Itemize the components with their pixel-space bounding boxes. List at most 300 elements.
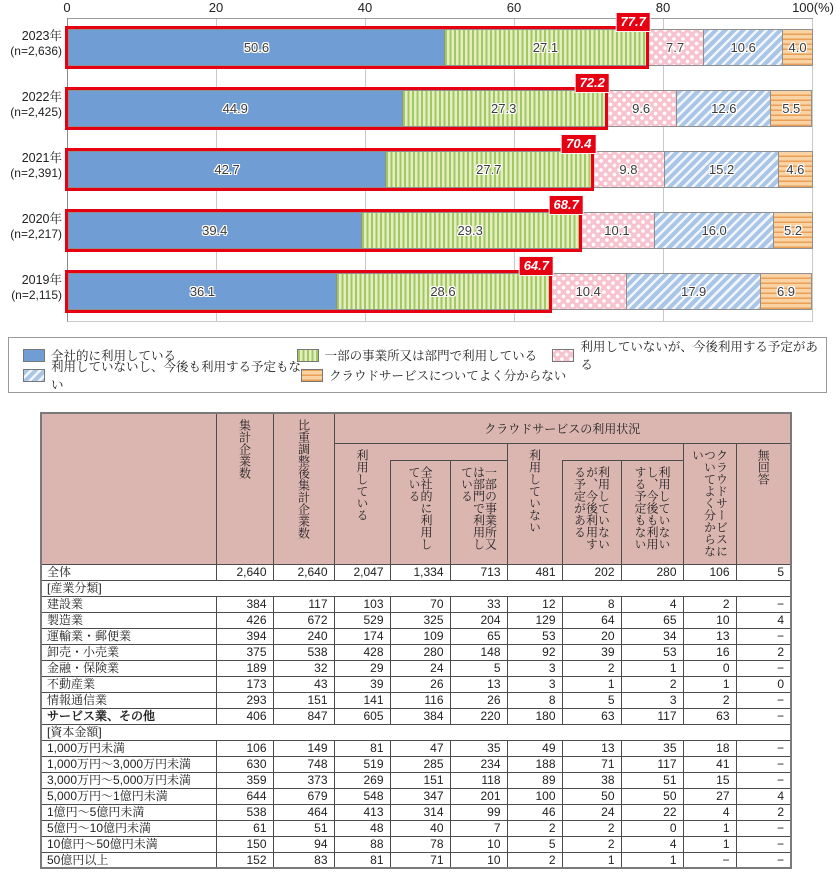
cell-value: 63 <box>562 708 621 724</box>
table-row <box>41 836 791 852</box>
cell-value: 189 <box>216 660 273 676</box>
cell-value: 117 <box>273 596 334 612</box>
cell-value: 65 <box>621 612 683 628</box>
cell-value: 173 <box>216 676 273 692</box>
segment-value-label: 42.7 <box>214 162 240 177</box>
header-company-wide: 全社的に利用している <box>390 460 450 564</box>
segment-value-label: 9.8 <box>619 162 638 177</box>
table-row <box>41 804 791 820</box>
cell-value: 1 <box>621 852 683 868</box>
table-body <box>41 564 791 868</box>
cell-value: 188 <box>507 756 562 772</box>
bar-year-label: 2019年 <box>21 273 62 287</box>
cell-value: 26 <box>390 676 450 692</box>
row-label: 10億円〜50億円未満 <box>41 836 216 852</box>
cell-value: 12 <box>507 596 562 612</box>
cell-value: 1 <box>562 852 621 868</box>
row-label: 建設業 <box>41 596 216 612</box>
cell-value: 50 <box>621 788 683 804</box>
cell-value: 64 <box>562 612 621 628</box>
row-label: 不動産業 <box>41 676 216 692</box>
bar-segment-2 <box>362 212 580 249</box>
cell-value: 141 <box>334 692 390 708</box>
cell-value: 2 <box>507 820 562 836</box>
bar-category-label <box>0 29 62 58</box>
cell-value: 10 <box>450 852 507 868</box>
cell-value: − <box>683 852 736 868</box>
cell-value: 35 <box>621 740 683 756</box>
cell-value: − <box>736 708 791 724</box>
cell-value: 630 <box>216 756 273 772</box>
cell-value: 117 <box>621 756 683 772</box>
bar-segment-5 <box>779 151 813 188</box>
row-label: 3,000万円〜5,000万円未満 <box>41 772 216 788</box>
cell-value: 2 <box>562 660 621 676</box>
cell-value: 2,640 <box>273 564 334 580</box>
table-row <box>41 756 791 772</box>
cell-value: 384 <box>216 596 273 612</box>
cell-value: 269 <box>334 772 390 788</box>
cell-value: 22 <box>621 804 683 820</box>
segment-value-label: 29.3 <box>457 223 483 238</box>
cell-value: 8 <box>562 596 621 612</box>
cell-value: 174 <box>334 628 390 644</box>
segment-value-label: 4.6 <box>786 162 805 177</box>
cell-value: 88 <box>334 836 390 852</box>
cell-value: 5 <box>736 564 791 580</box>
cell-value: 201 <box>450 788 507 804</box>
cell-value: 428 <box>334 644 390 660</box>
cell-value: 53 <box>507 628 562 644</box>
cell-value: 280 <box>390 644 450 660</box>
legend-label: 利用していないし、今後も利用する予定もない <box>51 360 302 392</box>
row-label: 5,000万円〜1億円未満 <box>41 788 216 804</box>
segment-value-label: 28.6 <box>430 284 456 299</box>
cell-value: 1 <box>683 820 736 836</box>
cell-value: 4 <box>621 596 683 612</box>
cell-value: 99 <box>450 804 507 820</box>
cell-value: 4 <box>736 612 791 628</box>
bar-segment-2 <box>386 151 592 188</box>
stacked-bar-chart <box>0 0 836 322</box>
cell-value: 35 <box>450 740 507 756</box>
cell-value: 41 <box>683 756 736 772</box>
table-row <box>41 596 791 612</box>
row-label: 1,000万円〜3,000万円未満 <box>41 756 216 772</box>
cell-value: 548 <box>334 788 390 804</box>
using-total-badge: 68.7 <box>550 196 583 214</box>
using-total-badge: 64.7 <box>520 257 553 275</box>
cell-value: 39 <box>334 676 390 692</box>
cell-value: − <box>736 836 791 852</box>
bar-segment-4 <box>627 273 760 310</box>
legend-item <box>301 366 566 384</box>
cell-value: 644 <box>216 788 273 804</box>
cell-value: 394 <box>216 628 273 644</box>
cell-value: 81 <box>334 740 390 756</box>
cell-value: − <box>736 756 791 772</box>
cell-value: 1 <box>683 676 736 692</box>
cell-value: 94 <box>273 836 334 852</box>
section-label: [産業分類] <box>41 580 791 596</box>
bar-segment-5 <box>761 273 812 310</box>
cell-value: 89 <box>507 772 562 788</box>
cell-value: 148 <box>450 644 507 660</box>
table-row <box>41 660 791 676</box>
cell-value: 53 <box>621 644 683 660</box>
cell-value: 519 <box>334 756 390 772</box>
header-no-answer: 無回答 <box>736 443 791 564</box>
legend-swatch-blue-diagonal-icon <box>23 369 45 382</box>
cell-value: 605 <box>334 708 390 724</box>
bar-segment-4 <box>655 212 774 249</box>
row-label: 1億円〜5億円未満 <box>41 804 216 820</box>
cell-value: − <box>736 628 791 644</box>
cell-value: 29 <box>334 660 390 676</box>
segment-value-label: 9.6 <box>632 101 651 116</box>
cell-value: 713 <box>450 564 507 580</box>
cell-value: 5 <box>450 660 507 676</box>
segment-value-label: 27.1 <box>532 40 559 55</box>
bar-row <box>68 75 813 127</box>
cell-value: 373 <box>273 772 334 788</box>
bar-segment-3 <box>550 273 627 310</box>
bar-segment-1 <box>68 151 386 188</box>
bar-row <box>68 14 813 66</box>
cell-value: 10 <box>683 612 736 628</box>
legend-label: クラウドサービスについてよく分からない <box>329 369 567 383</box>
cell-value: − <box>736 740 791 756</box>
cell-value: 34 <box>621 628 683 644</box>
cell-value: 129 <box>507 612 562 628</box>
header-using-subgroup-gap <box>390 443 507 460</box>
cell-value: 15 <box>683 772 736 788</box>
cell-value: 2 <box>736 644 791 660</box>
cell-value: 4 <box>683 804 736 820</box>
cell-value: 106 <box>683 564 736 580</box>
legend-swatch-orange-stripes-icon <box>301 369 323 382</box>
cell-value: 103 <box>334 596 390 612</box>
header-no-plan-to-use: 利用していないし、今後も利用する予定もない <box>621 460 683 564</box>
cell-value: 538 <box>273 644 334 660</box>
cell-value: 48 <box>334 820 390 836</box>
cell-value: 51 <box>621 772 683 788</box>
segment-value-label: 5.5 <box>782 101 801 116</box>
header-row-label-col <box>41 413 216 564</box>
bar-segment-5 <box>771 90 812 127</box>
cell-value: 406 <box>216 708 273 724</box>
cell-value: 7 <box>450 820 507 836</box>
cell-value: 50 <box>562 788 621 804</box>
cell-value: 4 <box>621 836 683 852</box>
cell-value: 116 <box>390 692 450 708</box>
cell-value: 240 <box>273 628 334 644</box>
bar-year-label: 2021年 <box>21 151 62 165</box>
cell-value: 16 <box>683 644 736 660</box>
cell-value: 109 <box>390 628 450 644</box>
cell-value: 1,334 <box>390 564 450 580</box>
cell-value: 375 <box>216 644 273 660</box>
cell-value: 92 <box>507 644 562 660</box>
cell-value: 3 <box>507 676 562 692</box>
bar-segment-2 <box>445 29 647 66</box>
cell-value: 2 <box>562 836 621 852</box>
table-row <box>41 708 791 724</box>
table-row <box>41 628 791 644</box>
cell-value: 5 <box>507 836 562 852</box>
cell-value: − <box>736 596 791 612</box>
using-total-badge: 70.4 <box>562 135 595 153</box>
bar-segment-1 <box>68 90 403 127</box>
legend <box>8 337 827 393</box>
axis-tick-label: 40 <box>357 0 373 15</box>
header-plan-to-use: 利用していないが、今後利用する予定がある <box>562 460 621 564</box>
cell-value: 202 <box>562 564 621 580</box>
cell-value: 413 <box>334 804 390 820</box>
cell-value: 27 <box>683 788 736 804</box>
data-table <box>40 412 792 869</box>
row-label: 製造業 <box>41 612 216 628</box>
cell-value: 3 <box>507 660 562 676</box>
cell-value: 464 <box>273 804 334 820</box>
section-label: [資本金額] <box>41 724 791 740</box>
using-total-badge: 77.7 <box>617 13 650 31</box>
cell-value: − <box>736 692 791 708</box>
row-label: 卸売・小売業 <box>41 644 216 660</box>
cell-value: 38 <box>562 772 621 788</box>
bar-segment-3 <box>580 212 655 249</box>
cell-value: 285 <box>390 756 450 772</box>
cell-value: 220 <box>450 708 507 724</box>
cell-value: 2 <box>562 820 621 836</box>
cell-value: 13 <box>450 676 507 692</box>
cell-value: 1 <box>621 660 683 676</box>
bar-segment-2 <box>403 90 606 127</box>
bar-category-label <box>0 151 62 180</box>
table-row <box>41 692 791 708</box>
segment-value-label: 27.3 <box>491 101 517 116</box>
cell-value: 347 <box>390 788 450 804</box>
cell-value: 204 <box>450 612 507 628</box>
cell-value: 1 <box>683 836 736 852</box>
legend-item <box>297 346 553 364</box>
bar-segment-3 <box>606 90 678 127</box>
table-row <box>41 564 791 580</box>
axis-tick-label: 20 <box>208 0 224 15</box>
header-notusing-subgroup-gap <box>562 443 683 460</box>
header-group-usage-status: クラウドサービスの利用状況 <box>334 413 791 443</box>
cell-value: 65 <box>450 628 507 644</box>
cell-value: 2 <box>621 676 683 692</box>
table-row <box>41 644 791 660</box>
cell-value: 70 <box>390 596 450 612</box>
bar-row <box>68 197 813 249</box>
bar-row <box>68 136 813 188</box>
cell-value: 0 <box>621 820 683 836</box>
cell-value: 71 <box>562 756 621 772</box>
header-some-offices: 一部の事業所又は部門で利用している <box>450 460 507 564</box>
cell-value: 13 <box>683 628 736 644</box>
segment-value-label: 27.7 <box>476 162 502 177</box>
bar-year-label: 2020年 <box>21 212 62 226</box>
segment-value-label: 7.7 <box>666 40 685 55</box>
axis-tick-label: 0 <box>63 0 71 15</box>
axis-tick-label: 100(%) <box>792 0 834 15</box>
table-row <box>41 740 791 756</box>
segment-value-label: 10.6 <box>730 40 756 55</box>
legend-label: 一部の事業所又は部門で利用している <box>324 349 538 363</box>
cell-value: 314 <box>390 804 450 820</box>
cell-value: 117 <box>621 708 683 724</box>
segment-value-label: 10.1 <box>604 223 630 238</box>
segment-value-label: 17.9 <box>680 284 707 299</box>
cell-value: 152 <box>216 852 273 868</box>
header-dont-know: クラウドサービスについてよく分からない <box>683 443 736 564</box>
bar-segment-3 <box>647 29 704 66</box>
segment-value-label: 15.2 <box>708 162 735 177</box>
segment-value-label: 5.2 <box>784 223 803 238</box>
table-row <box>41 852 791 868</box>
cell-value: 234 <box>450 756 507 772</box>
cell-value: 384 <box>390 708 450 724</box>
cell-value: 180 <box>507 708 562 724</box>
segment-value-label: 36.1 <box>189 284 216 299</box>
plot-area <box>67 14 813 322</box>
cell-value: 2 <box>736 804 791 820</box>
segment-value-label: 12.6 <box>711 101 737 116</box>
bar-n-label: (n=2,391) <box>10 166 62 180</box>
bar-year-label: 2023年 <box>21 29 62 43</box>
cell-value: 100 <box>507 788 562 804</box>
cell-value: 78 <box>390 836 450 852</box>
bar-segment-3 <box>592 151 665 188</box>
cell-value: − <box>736 820 791 836</box>
bar-segment-4 <box>704 29 783 66</box>
cell-value: 39 <box>562 644 621 660</box>
cell-value: 2 <box>683 692 736 708</box>
cell-value: 0 <box>683 660 736 676</box>
bar-segment-5 <box>774 212 813 249</box>
cell-value: 118 <box>450 772 507 788</box>
cell-value: 63 <box>683 708 736 724</box>
section-row <box>41 724 791 740</box>
cell-value: 47 <box>390 740 450 756</box>
bar-n-label: (n=2,115) <box>11 288 62 302</box>
cell-value: 71 <box>390 852 450 868</box>
segment-value-label: 39.4 <box>202 223 228 238</box>
bar-year-label: 2022年 <box>21 90 62 104</box>
table-row <box>41 788 791 804</box>
cell-value: 2 <box>507 852 562 868</box>
cell-value: 81 <box>334 852 390 868</box>
cell-value: 847 <box>273 708 334 724</box>
legend-item <box>552 337 826 373</box>
cell-value: 672 <box>273 612 334 628</box>
cell-value: 2,640 <box>216 564 273 580</box>
cell-value: 32 <box>273 660 334 676</box>
row-label: 全体 <box>41 564 216 580</box>
cell-value: 2 <box>683 596 736 612</box>
cell-value: 293 <box>216 692 273 708</box>
cell-value: 40 <box>390 820 450 836</box>
row-label: 50億円以上 <box>41 852 216 868</box>
cell-value: − <box>736 772 791 788</box>
cell-value: 24 <box>562 804 621 820</box>
cell-value: 5 <box>562 692 621 708</box>
cell-value: 2,047 <box>334 564 390 580</box>
cell-value: 748 <box>273 756 334 772</box>
cell-value: 280 <box>621 564 683 580</box>
cell-value: − <box>736 852 791 868</box>
cell-value: 4 <box>736 788 791 804</box>
legend-swatch-pink-dots-icon <box>552 349 574 362</box>
cell-value: 426 <box>216 612 273 628</box>
cell-value: 481 <box>507 564 562 580</box>
bar-segment-1 <box>68 212 362 249</box>
cell-value: 33 <box>450 596 507 612</box>
cell-value: 325 <box>390 612 450 628</box>
cell-value: 538 <box>216 804 273 820</box>
cell-value: 43 <box>273 676 334 692</box>
cell-value: 3 <box>621 692 683 708</box>
cell-value: − <box>736 660 791 676</box>
header-using: 利用している <box>334 443 390 564</box>
legend-label: 全社的に利用している <box>51 349 177 363</box>
header-aggregated-count: 集計企業数 <box>216 413 273 564</box>
table-row <box>41 612 791 628</box>
cell-value: 150 <box>216 836 273 852</box>
cell-value: 83 <box>273 852 334 868</box>
bar-segment-1 <box>68 29 445 66</box>
bar-category-label <box>0 90 62 119</box>
row-label: 金融・保険業 <box>41 660 216 676</box>
cell-value: 149 <box>273 740 334 756</box>
bar-segment-1 <box>68 273 337 310</box>
bar-category-label <box>0 212 62 241</box>
section-row <box>41 580 791 596</box>
table-row <box>41 772 791 788</box>
table-row <box>41 820 791 836</box>
row-label: 情報通信業 <box>41 692 216 708</box>
cell-value: 49 <box>507 740 562 756</box>
cell-value: 20 <box>562 628 621 644</box>
row-label: 5億円〜10億円未満 <box>41 820 216 836</box>
header-weighted-count: 比重調整後集計企業数 <box>273 413 334 564</box>
bar-n-label: (n=2,636) <box>10 44 62 58</box>
header-not-using: 利用していない <box>507 443 562 564</box>
cell-value: 13 <box>562 740 621 756</box>
cell-value: 61 <box>216 820 273 836</box>
segment-value-label: 50.6 <box>243 40 270 55</box>
cell-value: 151 <box>390 772 450 788</box>
cell-value: 106 <box>216 740 273 756</box>
bar-segment-4 <box>665 151 778 188</box>
cell-value: 46 <box>507 804 562 820</box>
cell-value: 151 <box>273 692 334 708</box>
bar-segment-4 <box>677 90 771 127</box>
segment-value-label: 6.9 <box>776 284 796 299</box>
segment-value-label: 44.9 <box>222 101 248 116</box>
bar-category-label <box>0 273 62 302</box>
row-label: サービス業、その他 <box>41 708 216 724</box>
segment-value-label: 16.0 <box>701 223 727 238</box>
axis-tick-label: 60 <box>506 0 522 15</box>
legend-item <box>23 357 301 393</box>
cell-value: 8 <box>507 692 562 708</box>
axis-tick-label: 80 <box>655 0 671 15</box>
cell-value: 679 <box>273 788 334 804</box>
cell-value: 24 <box>390 660 450 676</box>
